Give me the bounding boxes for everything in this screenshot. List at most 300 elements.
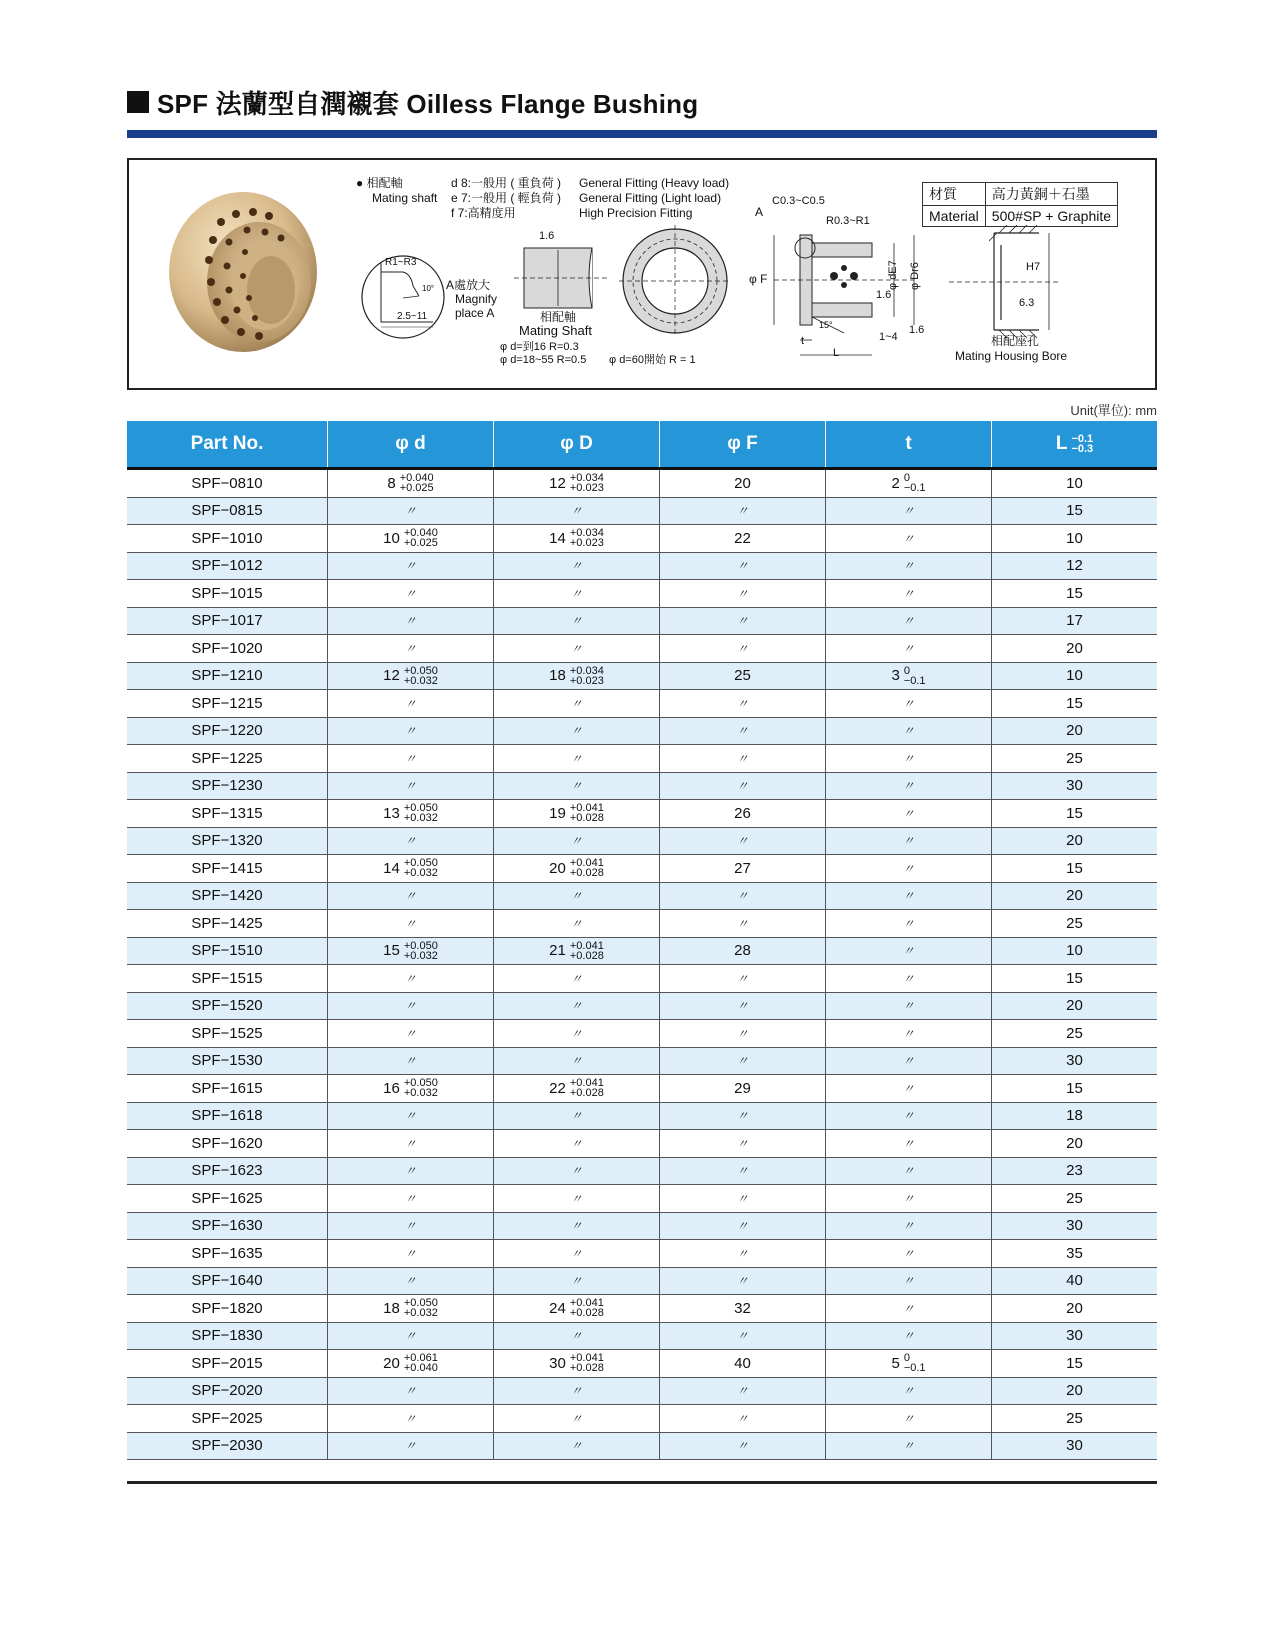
t-cell-tolerance: [904, 473, 926, 493]
t-cell: [825, 828, 991, 855]
ditto-mark: 〃: [404, 779, 417, 794]
t-cell: [825, 690, 991, 717]
ditto-mark: 〃: [404, 1219, 417, 1234]
ditto-mark: 〃: [902, 1411, 915, 1426]
phi-F-cell: [659, 773, 825, 800]
ditto-mark: 〃: [404, 1109, 417, 1124]
t-cell: [825, 1130, 991, 1157]
L-cell: [991, 553, 1157, 580]
table-row: [127, 1405, 1157, 1433]
part-no-cell: [127, 745, 327, 772]
table-row: [127, 1295, 1157, 1323]
L-value: 20: [1066, 887, 1083, 905]
table-row: [127, 1323, 1157, 1351]
part-no: SPF−1830: [191, 1327, 263, 1345]
ditto-mark: 〃: [902, 916, 915, 931]
phi-F-cell: [659, 1048, 825, 1075]
phi-d-cell: [327, 525, 493, 552]
ditto-mark: 〃: [570, 1246, 583, 1261]
L-value: 30: [1066, 1052, 1083, 1070]
phi-D-cell-tol-lower: +0.023: [569, 537, 604, 550]
bottom-rule: [127, 1481, 1157, 1484]
phi-D-cell: [493, 1103, 659, 1130]
phi-d-cell: [327, 1323, 493, 1350]
part-no-cell: [127, 1075, 327, 1102]
radius-label: R0.3~R1: [826, 215, 870, 227]
phi-D-cell: [493, 1213, 659, 1240]
phi-D-cell-tol-lower: +0.028: [569, 1087, 604, 1100]
table-row: [127, 1268, 1157, 1296]
ditto-mark: 〃: [404, 1246, 417, 1261]
phi-d-cell-tolerance: [404, 666, 438, 686]
ditto-mark: 〃: [902, 971, 915, 986]
part-no: SPF−2030: [191, 1437, 263, 1455]
L-value: 30: [1066, 777, 1083, 795]
part-no-cell: [127, 470, 327, 497]
L-value: 15: [1066, 859, 1083, 877]
part-no: SPF−1425: [191, 914, 263, 932]
part-no: SPF−1210: [191, 667, 263, 685]
ditto-mark: 〃: [404, 889, 417, 904]
L-cell: [991, 1020, 1157, 1047]
ditto-mark: 〃: [570, 889, 583, 904]
phi-F-cell: [659, 1268, 825, 1295]
phi-d-cell-tolerance: [404, 941, 438, 961]
ditto-mark: 〃: [736, 1109, 749, 1124]
L-cell: [991, 883, 1157, 910]
t-cell: [825, 1240, 991, 1267]
ditto-mark: 〃: [902, 1164, 915, 1179]
phi-D-cell: [493, 498, 659, 525]
L-value: 35: [1066, 1244, 1083, 1262]
t-cell: [825, 1378, 991, 1405]
phi-D-cell-value: 22: [549, 1079, 566, 1097]
t-cell: [825, 1185, 991, 1212]
phi-d-cell-value: 16: [383, 1079, 400, 1097]
ditto-mark: 〃: [404, 641, 417, 656]
part-no: SPF−1225: [191, 749, 263, 767]
L-value: 10: [1066, 474, 1083, 492]
ditto-mark: 〃: [570, 999, 583, 1014]
phi-D-cell-value: 14: [549, 529, 566, 547]
ditto-mark: 〃: [404, 751, 417, 766]
L-cell: [991, 745, 1157, 772]
L-value: 25: [1066, 1189, 1083, 1207]
ditto-mark: 〃: [902, 861, 915, 876]
t-cell: [825, 608, 991, 635]
header-L-text: L: [1055, 433, 1068, 454]
ditto-mark: 〃: [902, 1081, 915, 1096]
phi-F-cell: [659, 938, 825, 965]
t-cell: [825, 1295, 991, 1322]
phi-d-cell-value: 8: [387, 474, 396, 492]
phi-F-cell: [659, 1240, 825, 1267]
ditto-mark: 〃: [902, 696, 915, 711]
magnify-en-2: place A: [455, 306, 495, 320]
phi-D-cell: [493, 470, 659, 497]
part-no: SPF−1015: [191, 584, 263, 602]
L-value: 18: [1066, 1107, 1083, 1125]
phi-D-cell: [493, 1433, 659, 1460]
phi-d-cell-tol-upper: +0.050: [403, 664, 438, 677]
phi-de7-label: φ dE7: [887, 260, 899, 290]
phi-F-cell: [659, 828, 825, 855]
phi-D-cell: [493, 608, 659, 635]
ditto-mark: 〃: [570, 1274, 583, 1289]
angle-15: 15°: [819, 320, 833, 330]
phi-d-cell-tol-upper: +0.050: [403, 802, 438, 815]
ditto-mark: 〃: [404, 1439, 417, 1454]
ditto-mark: 〃: [902, 641, 915, 656]
dim-1-4-label: 1~4: [879, 331, 898, 343]
t-cell: [825, 1213, 991, 1240]
phi-F-cell-value: 25: [734, 667, 751, 685]
phi-D-cell-tol-lower: +0.028: [569, 1362, 604, 1375]
part-no-cell: [127, 855, 327, 882]
L-cell: [991, 1048, 1157, 1075]
phi-D-cell: [493, 883, 659, 910]
L-value: 25: [1066, 914, 1083, 932]
phi-d-cell: [327, 1378, 493, 1405]
ditto-mark: 〃: [570, 1384, 583, 1399]
ditto-mark: 〃: [736, 696, 749, 711]
phi-F-cell: [659, 1103, 825, 1130]
t-cell: [825, 663, 991, 690]
phi-d-cell-tol-upper: +0.050: [403, 857, 438, 870]
L-value: 15: [1066, 694, 1083, 712]
header-L-tol-bottom: −0.3: [1071, 443, 1094, 455]
part-no-cell: [127, 553, 327, 580]
t-cell: [825, 1103, 991, 1130]
ditto-mark: 〃: [570, 614, 583, 629]
L-cell: [991, 1130, 1157, 1157]
part-no-cell: [127, 828, 327, 855]
mating-shaft-diagram: [514, 240, 609, 315]
header-part-no: Part No.: [190, 433, 264, 454]
phi-D-cell: [493, 690, 659, 717]
L-cell: [991, 1433, 1157, 1460]
phi-d-cell-tol-lower: +0.032: [403, 674, 438, 687]
L-value: 15: [1066, 804, 1083, 822]
ditto-mark: 〃: [902, 1246, 915, 1261]
ditto-mark: 〃: [404, 1329, 417, 1344]
phi-D-cell: [493, 773, 659, 800]
phi-d-cell-tol-upper: +0.050: [403, 1297, 438, 1310]
magnify-en-1: Magnify: [455, 292, 498, 306]
table-row: [127, 1350, 1157, 1378]
phi-F-cell: [659, 1130, 825, 1157]
angle-10: 10°: [422, 284, 435, 293]
t-cell: [825, 965, 991, 992]
table-row: [127, 1020, 1157, 1048]
phi-D-cell-tol-upper: +0.041: [569, 857, 604, 870]
L-value: 30: [1066, 1437, 1083, 1455]
table-row: [127, 1240, 1157, 1268]
phi-d-cell: [327, 828, 493, 855]
part-no-cell: [127, 800, 327, 827]
ditto-mark: 〃: [404, 586, 417, 601]
part-no-cell: [127, 1405, 327, 1432]
L-cell: [991, 1213, 1157, 1240]
ditto-mark: 〃: [404, 1274, 417, 1289]
phi-D-cell: [493, 635, 659, 662]
phi-d-cell-tol-lower: +0.032: [403, 1307, 438, 1320]
phi-D-cell-tolerance: [570, 1078, 604, 1098]
part-no-cell: [127, 663, 327, 690]
phi-F-cell: [659, 965, 825, 992]
ditto-mark: 〃: [736, 1384, 749, 1399]
part-no-cell: [127, 1378, 327, 1405]
table-row: [127, 828, 1157, 856]
table-row: [127, 1048, 1157, 1076]
phi-F-cell: [659, 1405, 825, 1432]
phi-d-cell: [327, 773, 493, 800]
ditto-mark: 〃: [404, 834, 417, 849]
phi-F-cell: [659, 1213, 825, 1240]
shaft-zh: 相配軸: [540, 310, 577, 324]
L-cell: [991, 1405, 1157, 1432]
L-cell: [991, 1323, 1157, 1350]
phi-d-cell: [327, 855, 493, 882]
material-label-en: Material: [923, 206, 986, 227]
phi-D-cell: [493, 1405, 659, 1432]
t-cell: [825, 1350, 991, 1377]
phi-D-cell: [493, 993, 659, 1020]
ditto-mark: 〃: [404, 1411, 417, 1426]
table-row: [127, 690, 1157, 718]
phi-F-cell: [659, 855, 825, 882]
fit-code-d8: d 8:一般用 ( 重負荷 ): [451, 176, 562, 190]
phi-d-cell: [327, 1185, 493, 1212]
part-no: SPF−1625: [191, 1189, 263, 1207]
part-no: SPF−1230: [191, 777, 263, 795]
phi-F-cell: [659, 910, 825, 937]
phi-F-cell: [659, 498, 825, 525]
ditto-mark: 〃: [404, 1164, 417, 1179]
ditto-mark: 〃: [570, 1109, 583, 1124]
roughness-1-6-shaft: 1.6: [539, 230, 555, 242]
phi-d-cell: [327, 745, 493, 772]
ditto-mark: 〃: [570, 916, 583, 931]
phi-d-cell: [327, 580, 493, 607]
header-t: t: [825, 421, 991, 467]
t-cell-value: 3: [891, 667, 900, 685]
t-cell-tol-lower: −0.1: [903, 482, 926, 495]
ditto-mark: 〃: [570, 1164, 583, 1179]
part-no: SPF−1017: [191, 612, 263, 630]
ditto-mark: 〃: [902, 889, 915, 904]
part-no-cell: [127, 1433, 327, 1460]
table-row: [127, 1158, 1157, 1186]
table-row: [127, 883, 1157, 911]
phi-D-cell-tol-upper: +0.034: [569, 664, 604, 677]
ditto-mark: 〃: [736, 1026, 749, 1041]
t-cell: [825, 1323, 991, 1350]
part-no: SPF−1320: [191, 832, 263, 850]
roughness-6-3: 6.3: [1019, 297, 1035, 309]
phi-d-cell-tol-lower: +0.025: [403, 537, 438, 550]
phi-D-cell-value: 20: [549, 859, 566, 877]
phi-d-cell-tolerance: [404, 803, 438, 823]
t-cell: [825, 1075, 991, 1102]
phi-d-cell: [327, 635, 493, 662]
ditto-mark: 〃: [736, 1164, 749, 1179]
phi-dr6-label: φ Dr6: [909, 262, 921, 290]
ditto-mark: 〃: [570, 751, 583, 766]
ditto-mark: 〃: [570, 1329, 583, 1344]
ditto-mark: 〃: [902, 559, 915, 574]
t-cell-tol-upper: 0: [903, 472, 910, 485]
part-no-cell: [127, 993, 327, 1020]
table-row: [127, 553, 1157, 581]
ditto-mark: 〃: [736, 889, 749, 904]
phi-D-cell-value: 19: [549, 804, 566, 822]
part-no: SPF−1525: [191, 1024, 263, 1042]
ditto-mark: 〃: [404, 916, 417, 931]
phi-F-cell: [659, 718, 825, 745]
ditto-mark: 〃: [902, 999, 915, 1014]
phi-D-cell-tol-lower: +0.028: [569, 812, 604, 825]
part-no-cell: [127, 1295, 327, 1322]
table-row: [127, 910, 1157, 938]
magnify-zh: A處放大: [446, 278, 491, 292]
ditto-mark: 〃: [570, 1136, 583, 1151]
table-row: [127, 745, 1157, 773]
phi-D-cell: [493, 663, 659, 690]
phi-F-cell-value: 28: [734, 942, 751, 960]
phi-F-cell: [659, 663, 825, 690]
phi-d-cell: [327, 1350, 493, 1377]
phi-D-cell: [493, 1158, 659, 1185]
phi-d-cell-tol-upper: +0.040: [403, 527, 438, 540]
header-phi-d: φ d: [327, 421, 493, 467]
phi-F-cell: [659, 608, 825, 635]
ditto-mark: 〃: [404, 696, 417, 711]
phi-D-cell: [493, 1378, 659, 1405]
ditto-mark: 〃: [736, 999, 749, 1014]
phi-D-cell-tolerance: [570, 1353, 604, 1373]
phi-d-cell: [327, 553, 493, 580]
table-row: [127, 525, 1157, 553]
ditto-mark: 〃: [404, 999, 417, 1014]
ditto-mark: 〃: [570, 559, 583, 574]
t-cell-value: 2: [891, 474, 900, 492]
part-no: SPF−1215: [191, 694, 263, 712]
phi-d-cell: [327, 1240, 493, 1267]
part-no: SPF−1640: [191, 1272, 263, 1290]
L-cell: [991, 1185, 1157, 1212]
dim-t-label: t: [801, 335, 805, 347]
ditto-mark: 〃: [902, 834, 915, 849]
table-row: [127, 470, 1157, 498]
phi-d-cell: [327, 718, 493, 745]
table-row: [127, 800, 1157, 828]
dim-l-label: L: [833, 347, 840, 359]
ditto-mark: 〃: [736, 1274, 749, 1289]
phi-D-cell-tolerance: [570, 528, 604, 548]
L-value: 17: [1066, 612, 1083, 630]
phi-d-cell: [327, 965, 493, 992]
phi-d-cell-value: 12: [383, 667, 400, 685]
ditto-mark: 〃: [736, 1246, 749, 1261]
phi-F-cell: [659, 525, 825, 552]
phi-d-cell: [327, 690, 493, 717]
ditto-mark: 〃: [902, 1274, 915, 1289]
phi-F-cell: [659, 883, 825, 910]
part-no: SPF−1618: [191, 1107, 263, 1125]
part-no-cell: [127, 525, 327, 552]
t-cell-tol-lower: −0.1: [903, 1362, 926, 1375]
phi-F-cell: [659, 580, 825, 607]
shaft-note-2: φ d=18~55 R=0.5: [500, 354, 587, 366]
phi-F-cell: [659, 1323, 825, 1350]
ditto-mark: 〃: [902, 724, 915, 739]
ditto-mark: 〃: [736, 1219, 749, 1234]
part-no: SPF−1020: [191, 639, 263, 657]
phi-d-cell: [327, 1213, 493, 1240]
ditto-mark: 〃: [902, 779, 915, 794]
phi-d-cell: [327, 993, 493, 1020]
t-cell: [825, 718, 991, 745]
t-cell: [825, 525, 991, 552]
phi-f-label: φ F: [749, 272, 768, 286]
part-no: SPF−1520: [191, 997, 263, 1015]
L-cell: [991, 608, 1157, 635]
part-no-cell: [127, 910, 327, 937]
bushing-front-view-diagram: [619, 225, 739, 345]
part-no: SPF−1820: [191, 1299, 263, 1317]
part-no: SPF−1515: [191, 969, 263, 987]
part-no-cell: [127, 1158, 327, 1185]
phi-D-cell-tolerance: [570, 473, 604, 493]
t-cell: [825, 1268, 991, 1295]
part-no-cell: [127, 1268, 327, 1295]
L-value: 10: [1066, 667, 1083, 685]
phi-D-cell: [493, 828, 659, 855]
L-cell: [991, 1378, 1157, 1405]
part-no-cell: [127, 938, 327, 965]
L-value: 23: [1066, 1162, 1083, 1180]
part-no: SPF−1012: [191, 557, 263, 575]
phi-d-cell: [327, 1130, 493, 1157]
t-cell: [825, 773, 991, 800]
L-value: 20: [1066, 832, 1083, 850]
phi-d-cell-tol-lower: +0.032: [403, 1087, 438, 1100]
phi-F-cell: [659, 800, 825, 827]
table-row: [127, 1433, 1157, 1461]
part-no-cell: [127, 1240, 327, 1267]
L-cell: [991, 663, 1157, 690]
table-row: [127, 1075, 1157, 1103]
phi-d-cell: [327, 1103, 493, 1130]
table-row: [127, 773, 1157, 801]
L-cell: [991, 1295, 1157, 1322]
phi-D-cell: [493, 718, 659, 745]
ditto-mark: 〃: [902, 586, 915, 601]
title-underline-bar: [127, 130, 1157, 138]
phi-d-cell: [327, 1158, 493, 1185]
ditto-mark: 〃: [902, 504, 915, 519]
ditto-mark: 〃: [902, 1054, 915, 1069]
ditto-mark: 〃: [902, 806, 915, 821]
L-cell: [991, 1268, 1157, 1295]
bushing-photo-icon: [161, 182, 321, 357]
phi-d-cell-tol-lower: +0.032: [403, 812, 438, 825]
fit-desc-e7: General Fitting (Light load): [579, 191, 722, 205]
ditto-mark: 〃: [736, 971, 749, 986]
ditto-mark: 〃: [404, 559, 417, 574]
ditto-mark: 〃: [404, 614, 417, 629]
